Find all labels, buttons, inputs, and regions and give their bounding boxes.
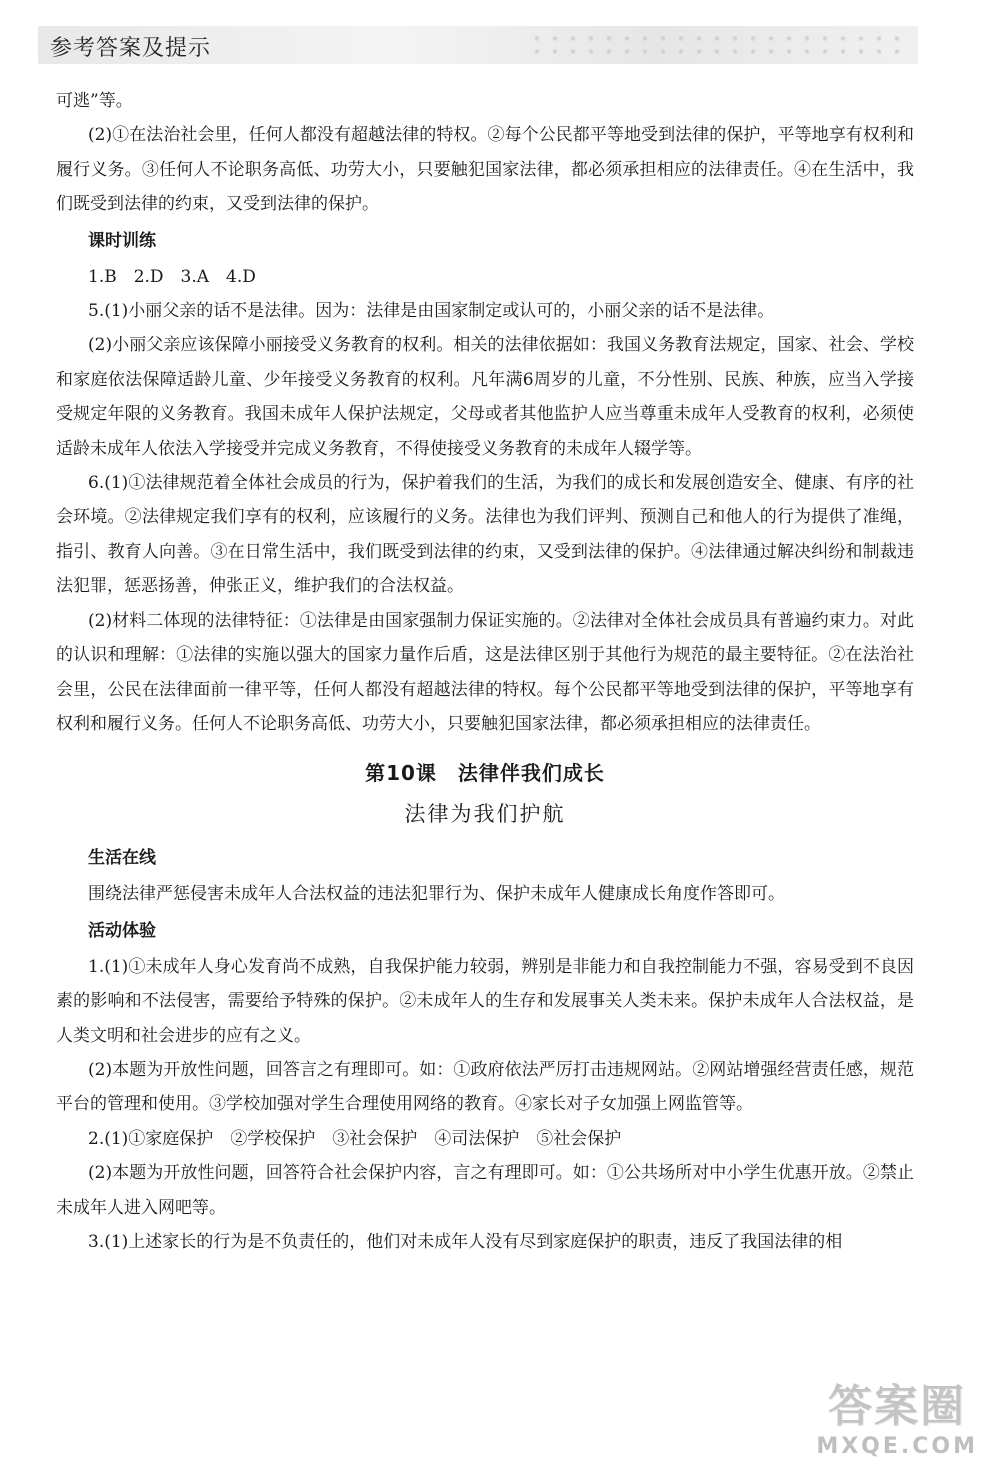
paragraph: (2)①在法治社会里，任何人都没有超越法律的特权。②每个公民都平等地受到法律的保护，平等地享有权利和履行义务。③任何人不论职务高低、功劳大小，只要触犯国家法律，都必须承担相应的法律责任。④在生活中，我们既受到法律的约束，又受到法律的保护。 [56, 125, 914, 215]
lesson-title: 第10课 法律伴我们成长 [365, 761, 605, 786]
watermark-url: MXQE.COM [816, 1434, 978, 1459]
paragraph: 5.(1)小丽父亲的话不是法律。因为：法律是由国家制定或认可的，小丽父亲的话不是法律。 [88, 301, 775, 322]
section-label-huodong: 活动体验 [88, 920, 156, 941]
paragraph: 6.(1)①法律规范着全体社会成员的行为，保护着我们的生活，为我们的成长和发展创造安全、健康、有序的社会环境。②法律规定我们享有的权利，应该履行的义务。法律也为我们评判、预测自己和他人的行为提供了准绳，指引、教育人向善。③在日常生活中，我们既受到法律的约束，又受到法律的保护。④法律通过解决纠纷和制裁违法犯罪，惩恶扬善，伸张正义，维护我们的合法权益。 [56, 473, 914, 597]
section-label-shenghuo: 生活在线 [88, 848, 156, 869]
answer-choices: 1.B 2.D 3.A 4.D [88, 266, 256, 287]
paragraph: 3.(1)上述家长的行为是不负责任的，他们对未成年人没有尽到家庭保护的职责，违反了我国法律的相 [88, 1231, 843, 1252]
page-header-band [38, 26, 918, 64]
paragraph: (2)本题为开放性问题，回答符合社会保护内容，言之有理即可。如：①公共场所对中小学生优惠开放。②禁止未成年人进入网吧等。 [56, 1163, 914, 1218]
header-title: 参考答案及提示 [50, 36, 212, 61]
paragraph: (2)小丽父亲应该保障小丽接受义务教育的权利。相关的法律依据如：我国义务教育法规定，国家、社会、学校和家庭依法保障适龄儿童、少年接受义务教育的权利。凡年满6周岁的儿童，不分性别、民族、种族，应当入学接受规定年限的义务教育。我国未成年人保护法规定，父母或者其他监护人应当尊重未成年人受教育的权利，必须使适龄未成年人依法入学接受并完成义务教育，不得使接受义务教育的未成年人辍学等。 [56, 335, 914, 459]
page-content [56, 84, 914, 1259]
watermark [816, 1370, 978, 1459]
paragraph: 1.(1)①未成年人身心发育尚不成熟，自我保护能力较弱，辨别是非能力和自我控制能力不强，容易受到不良因素的影响和不法侵害，需要给予特殊的保护。②未成年人的生存和发展事关人类未来。保护未成年人合法权益，是人类文明和社会进步的应有之义。 [56, 956, 914, 1046]
header-decoration [528, 32, 908, 58]
paragraph: 可逃”等。 [56, 91, 133, 111]
paragraph: 2.(1)①家庭保护 ②学校保护 ③社会保护 ④司法保护 ⑤社会保护 [88, 1128, 622, 1149]
paragraph: (2)材料二体现的法律特征：①法律是由国家强制力保证实施的。②法律对全体社会成员具有普遍约束力。对此的认识和理解：①法律的实施以强大的国家力量作后盾，这是法律区别于其他行为规范的最主要特征。②在法治社会里，公民在法律面前一律平等，任何人都没有超越法律的特权。每个公民都平等地受到法律的保护，平等地享有权利和履行义务。任何人不论职务高低、功劳大小，只要触犯国家法律，都必须承担相应的法律责任。 [56, 610, 914, 734]
watermark-logo: 答案圈 [828, 1381, 967, 1432]
section-title: 法律为我们护航 [404, 802, 566, 827]
paragraph: 围绕法律严惩侵害未成年人合法权益的违法犯罪行为、保护未成年人健康成长角度作答即可。 [88, 884, 785, 905]
section-label-keshi: 课时训练 [88, 230, 156, 251]
paragraph: (2)本题为开放性问题，回答言之有理即可。如：①政府依法严厉打击违规网站。②网站增强经营责任感，规范平台的管理和使用。③学校加强对学生合理使用网络的教育。④家长对子女加强上网监管等。 [56, 1059, 914, 1115]
